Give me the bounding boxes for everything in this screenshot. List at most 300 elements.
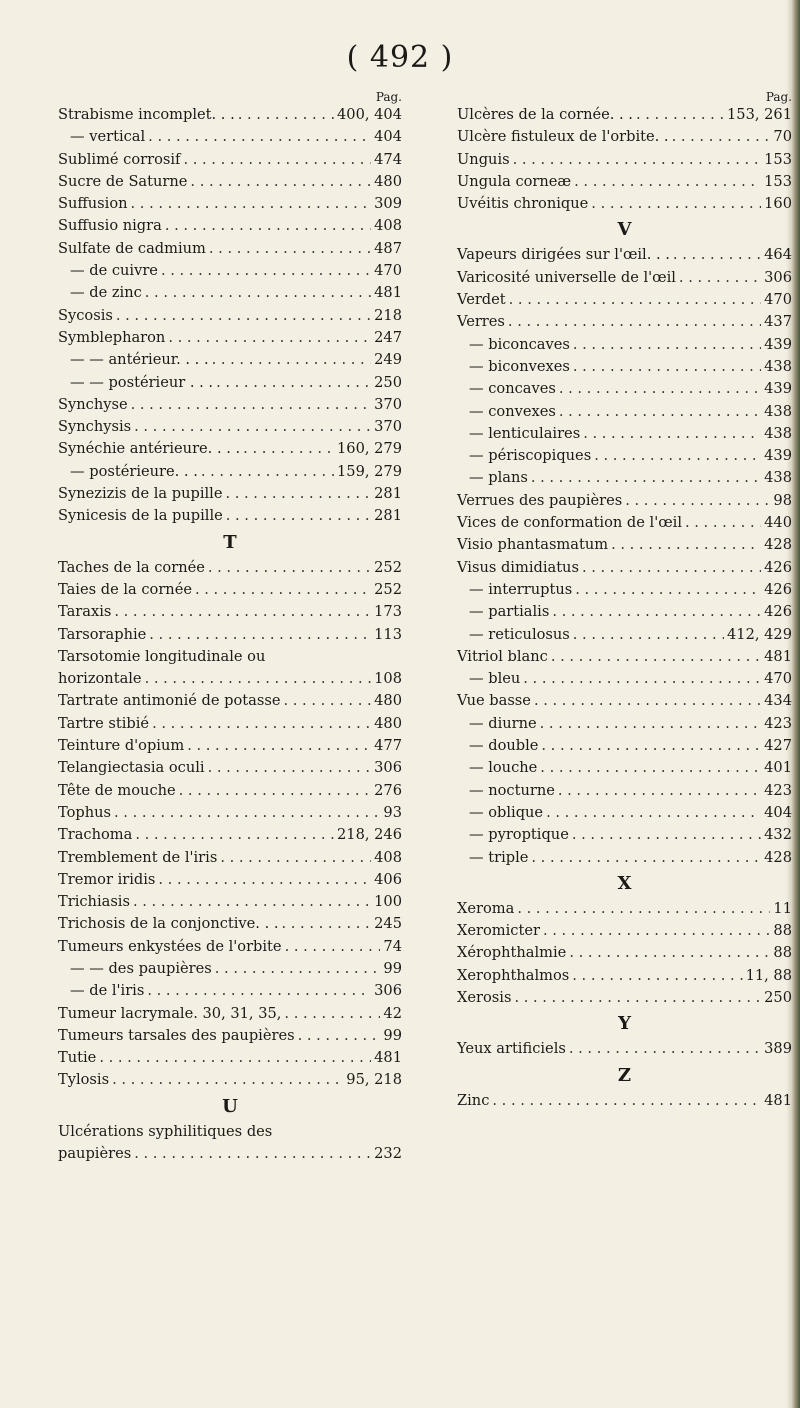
index-entry-text: Xérophthalmie: [457, 944, 567, 962]
index-entry: [457, 334, 792, 356]
index-entry: [457, 534, 792, 556]
index-entry-text: Sublimé corrosif: [58, 150, 181, 168]
index-entry-text: — biconvexes: [469, 357, 570, 375]
index-entry-text: paupières: [58, 1145, 132, 1163]
index-entry-text: Trichosis de la conjonctive. . .: [58, 915, 279, 933]
index-entry: [457, 847, 792, 869]
index-entry-page: 108: [374, 670, 402, 688]
index-entry-text: Tremor iridis: [58, 870, 156, 888]
index-entry: [457, 149, 792, 171]
index-entry: [58, 260, 402, 282]
index-entry-page: 487: [374, 239, 402, 257]
index-entry-page: 480: [374, 714, 402, 732]
index-entry-text: horizontale: [58, 670, 142, 688]
index-entry-page: 113: [374, 625, 402, 643]
index-entry: [58, 327, 402, 349]
index-entry-text: Taraxis: [58, 603, 112, 621]
index-entry: [457, 780, 792, 802]
index-entry: [457, 735, 792, 757]
pag-label: Pag.: [375, 90, 402, 104]
dot-leader: [208, 557, 371, 579]
index-entry: [58, 713, 402, 735]
index-entry-text: Synchysis: [58, 418, 132, 436]
index-entry-text: Synéchie antérieure. . . .: [58, 440, 241, 458]
index-entry-text: Taches de la cornée: [58, 558, 205, 576]
index-entry-text: — — antérieur. . . .: [70, 351, 209, 369]
index-entry: [58, 126, 402, 148]
index-entry-page: 100: [374, 893, 402, 911]
index-entry-page: 481: [764, 1091, 792, 1109]
index-entry-page: 98: [773, 491, 792, 509]
index-entry-page: 438: [764, 424, 792, 442]
index-entry-page: 173: [374, 603, 402, 621]
index-entry-page: 42: [383, 1004, 402, 1022]
index-entry: [58, 438, 402, 460]
index-entry-page: 464: [764, 246, 792, 264]
index-entry-text: — bleu: [469, 670, 521, 688]
index-entry: [457, 646, 792, 668]
index-entry: [58, 735, 402, 757]
index-entry-page: 232: [374, 1145, 402, 1163]
index-entry-page: 160: [764, 195, 792, 213]
index-entry-text: — nocturne: [469, 781, 555, 799]
index-column-left: [58, 90, 402, 1165]
dot-leader: [145, 282, 371, 304]
dot-leader: [559, 378, 761, 400]
index-entry-text: Uvéitis chronique: [457, 195, 589, 213]
index-entry-page: 423: [764, 781, 792, 799]
index-entry: [58, 372, 402, 394]
dot-leader: [551, 646, 761, 668]
dot-leader: [134, 416, 371, 438]
index-entry-text: Suffusio nigra: [58, 217, 162, 235]
index-entry-page: 439: [764, 380, 792, 398]
index-entry: [457, 467, 792, 489]
dot-leader: [114, 601, 371, 623]
dot-leader: [112, 1069, 343, 1091]
index-entry: [58, 601, 402, 623]
dot-leader: [572, 965, 742, 987]
dot-leader: [220, 847, 371, 869]
index-entry-page: 477: [374, 737, 402, 755]
dot-leader: [168, 327, 371, 349]
index-entry: [457, 987, 792, 1009]
index-entry-text: — — des paupières: [70, 959, 212, 977]
index-entry: [457, 267, 792, 289]
index-entry: [457, 244, 792, 266]
dot-leader: [183, 149, 371, 171]
dot-leader: [573, 624, 724, 646]
index-entry: [457, 757, 792, 779]
dot-leader: [216, 372, 371, 394]
index-entry-page: 470: [374, 262, 402, 280]
index-entry-page: 439: [764, 335, 792, 353]
index-entry: [58, 891, 402, 913]
index-entry-text: — louche: [469, 759, 538, 777]
index-entry: [457, 942, 792, 964]
index-entry: [58, 913, 402, 935]
dot-leader: [540, 757, 761, 779]
index-entry-text: Xerosis: [457, 988, 512, 1006]
dot-leader: [673, 244, 761, 266]
section-letter: Y: [618, 1013, 631, 1035]
index-entry-page: 370: [374, 418, 402, 436]
index-entry-page: 401: [764, 759, 792, 777]
dot-leader: [625, 490, 770, 512]
dot-leader: [569, 1038, 761, 1060]
index-entry-text: Tumeurs enkystées de l'orbite: [58, 937, 282, 955]
index-entry-text: Symblepharon: [58, 328, 166, 346]
index-entry-page: 480: [374, 692, 402, 710]
section-letter: V: [617, 219, 632, 241]
index-entry-text: Suffusion: [58, 195, 128, 213]
index-entry: [58, 802, 402, 824]
index-entry-page: 439: [764, 447, 792, 465]
index-entry-text: Strabisme incomplet. . .: [58, 106, 235, 123]
index-entry-text: Sulfate de cadmium: [58, 239, 206, 257]
index-entry: [58, 780, 402, 802]
index-entry-page: 276: [374, 781, 402, 799]
index-entry-page: 247: [374, 328, 402, 346]
index-entry-text: Vitriol blanc: [457, 647, 548, 665]
index-entry-text: Xeromicter: [457, 922, 540, 940]
index-entry-page: 88: [773, 944, 792, 962]
dot-leader: [238, 104, 334, 126]
dot-leader: [591, 193, 761, 215]
index-entry-text: Synchyse: [58, 395, 128, 413]
index-entry-text: Tutie: [58, 1049, 97, 1067]
index-entry-page: 99: [383, 959, 402, 977]
index-entry-page: 218, 246: [337, 826, 402, 844]
index-entry-page: 160, 279: [337, 440, 402, 458]
dot-leader: [679, 267, 761, 289]
index-entry: [58, 193, 402, 215]
index-entry: [457, 193, 792, 215]
index-entry-page: 437: [764, 313, 792, 331]
index-entry: [457, 512, 792, 534]
index-entry: [58, 1025, 402, 1047]
index-entry-text: Tophus: [58, 803, 112, 821]
index-entry-page: 306: [374, 982, 402, 1000]
dot-leader: [283, 690, 371, 712]
index-entry: [457, 445, 792, 467]
dot-leader: [531, 847, 761, 869]
index-entry-page: 306: [374, 759, 402, 777]
index-entry-page: 426: [764, 580, 792, 598]
index-entry-page: 438: [764, 357, 792, 375]
dot-leader: [149, 624, 371, 646]
index-entry-text: Teinture d'opium: [58, 737, 185, 755]
index-entry: [457, 423, 792, 445]
index-entry-text: Tumeur lacrymale. 30, 31, 35,: [58, 1004, 282, 1022]
index-entry-text: — oblique: [469, 803, 544, 821]
dot-leader: [179, 780, 371, 802]
index-entry: [457, 668, 792, 690]
dot-leader: [195, 579, 371, 601]
index-entry: [58, 579, 402, 601]
index-entry-page: 306: [764, 268, 792, 286]
index-entry-page: 281: [374, 507, 402, 525]
index-entry: [58, 483, 402, 505]
dot-leader: [582, 557, 761, 579]
index-entry-page: 245: [374, 915, 402, 933]
index-entry: [457, 126, 792, 148]
index-entry-page: 389: [764, 1040, 792, 1058]
index-entry: [58, 958, 402, 980]
index-entry-text: Vue basse: [457, 692, 531, 710]
dot-leader: [543, 920, 770, 942]
dot-leader: [212, 349, 372, 371]
index-entry-page: 159, 279: [337, 462, 402, 480]
index-entry-text: Tumeurs tarsales des paupières: [58, 1026, 295, 1044]
dot-leader: [209, 238, 371, 260]
dot-leader: [145, 668, 372, 690]
index-entry: [58, 690, 402, 712]
index-entry-page: 438: [764, 402, 792, 420]
index-entry-text: Tête de mouche: [58, 781, 176, 799]
index-entry-text: — de cuivre: [70, 262, 158, 280]
index-entry-page: 99: [383, 1026, 402, 1044]
dot-leader: [282, 913, 372, 935]
dot-leader: [134, 1143, 371, 1165]
index-entry-page: 470: [764, 291, 792, 309]
pag-label: Pag.: [765, 90, 792, 104]
index-entry-page: 281: [374, 485, 402, 503]
index-entry-page: 404: [764, 803, 792, 821]
index-entry-text: Sycosis: [58, 306, 113, 324]
index-entry-page: 428: [764, 536, 792, 554]
dot-leader: [513, 149, 762, 171]
index-entry-text: Tarsotomie longitudinale ou: [58, 647, 266, 665]
dot-leader: [187, 735, 371, 757]
dot-leader: [569, 942, 770, 964]
dot-leader: [161, 260, 371, 282]
dot-leader: [208, 757, 372, 779]
index-entry-page: 427: [764, 737, 792, 755]
index-entry: [457, 601, 792, 623]
index-entry-text: — vertical: [70, 128, 146, 146]
index-entry: [58, 936, 402, 958]
index-entry: [58, 238, 402, 260]
dot-leader: [165, 215, 371, 237]
index-entry-text: Vices de conformation de l'œil: [457, 514, 682, 532]
index-entry: [457, 579, 792, 601]
index-entry: [457, 624, 792, 646]
index-entry-page: 11, 88: [745, 966, 792, 984]
section-letter: Z: [617, 1064, 632, 1086]
dot-leader: [148, 126, 371, 148]
index-entry-text: Tartre stibié: [58, 714, 150, 732]
index-entry-text: Synicesis de la pupille: [58, 507, 223, 525]
index-entry: [58, 149, 402, 171]
dot-leader: [226, 505, 371, 527]
index-entry-page: 426: [764, 558, 792, 576]
index-entry-text: — concaves: [469, 380, 556, 398]
dot-leader: [546, 802, 761, 824]
index-entry: [457, 490, 792, 512]
index-entry-page: 438: [764, 469, 792, 487]
index-entry: [457, 898, 792, 920]
section-letter: X: [617, 872, 632, 894]
index-entry-text: Trichiasis: [58, 893, 130, 911]
dot-leader: [514, 987, 761, 1009]
index-entry-page: 11: [773, 899, 792, 917]
index-entry-page: 426: [764, 603, 792, 621]
dot-leader: [135, 824, 334, 846]
index-entry-text: Ulcères de la cornée. . .: [457, 106, 633, 123]
index-entry-text: Unguis: [457, 150, 510, 168]
index-entry: [58, 757, 402, 779]
index-entry-page: 370: [374, 395, 402, 413]
index-entry-text: — pyroptique: [469, 826, 569, 844]
index-entry: [58, 215, 402, 237]
index-entry: [58, 824, 402, 846]
index-entry: [58, 1069, 402, 1091]
index-entry-text: — lenticulaires: [469, 424, 581, 442]
index-entry: [58, 349, 402, 371]
index-entry-page: 250: [374, 373, 402, 391]
dot-leader: [594, 445, 761, 467]
index-entry: [457, 965, 792, 987]
index-entry-text: — — postérieur . . .: [70, 373, 214, 391]
index-entry-page: 481: [374, 1049, 402, 1067]
index-entry: [457, 356, 792, 378]
dot-leader: [559, 401, 761, 423]
index-entry-text: Verrues des paupières: [457, 491, 623, 509]
dot-leader: [558, 780, 761, 802]
index-entry-text: Verdet: [457, 291, 506, 309]
dot-leader: [611, 534, 761, 556]
index-entry-text: Sucre de Saturne: [58, 172, 188, 190]
index-entry-page: 250: [764, 988, 792, 1006]
index-entry: [457, 171, 792, 193]
index-entry-page: 408: [374, 848, 402, 866]
index-entry-text: Varicosité universelle de l'œil: [457, 268, 676, 286]
dot-leader: [152, 713, 371, 735]
dot-leader: [685, 512, 761, 534]
index-entry-text: — périscopiques: [469, 447, 592, 465]
dot-leader: [572, 824, 761, 846]
dot-leader: [190, 171, 371, 193]
dot-leader: [298, 1025, 381, 1047]
dot-leader: [541, 735, 761, 757]
dot-leader: [116, 305, 371, 327]
index-entry-text: — postérieure. . .: [70, 462, 198, 480]
dot-leader: [508, 311, 761, 333]
index-entry-text: — convexes: [469, 402, 556, 420]
index-entry: [457, 557, 792, 579]
index-entry-page: 470: [764, 670, 792, 688]
dot-leader: [583, 423, 761, 445]
index-entry: [58, 416, 402, 438]
index-entry-page: 252: [374, 580, 402, 598]
index-entry-text: Taies de la cornée: [58, 580, 192, 598]
index-entry-text: — biconcaves: [469, 335, 570, 353]
dot-leader: [99, 1047, 371, 1069]
index-entry-page: 481: [374, 284, 402, 302]
dot-leader: [131, 394, 372, 416]
index-entry-page: 412, 429: [727, 625, 792, 643]
page-number: ( 492 ): [346, 40, 454, 75]
index-entry: [58, 668, 402, 690]
index-entry-page: 74: [383, 937, 402, 955]
index-entry-text: — de l'iris: [70, 982, 145, 1000]
index-entry-page: 153: [764, 150, 792, 168]
index-entry: [457, 713, 792, 735]
index-entry: [58, 624, 402, 646]
dot-leader: [636, 104, 724, 126]
index-entry-page: 432: [764, 826, 792, 844]
dot-leader: [225, 483, 371, 505]
index-entry: [58, 505, 402, 527]
index-entry-text: Visus dimidiatus: [457, 558, 579, 576]
index-entry-text: Telangiectasia oculi: [58, 759, 205, 777]
dot-leader: [284, 1003, 380, 1025]
index-entry-text: — diurne: [469, 714, 537, 732]
index-entry: [58, 394, 402, 416]
index-entry-page: 428: [764, 848, 792, 866]
index-entry-text: Yeux artificiels: [457, 1040, 566, 1058]
index-entry: [58, 869, 402, 891]
dot-leader: [509, 289, 761, 311]
dot-leader: [285, 936, 381, 958]
index-entry: [457, 1090, 792, 1112]
index-entry: [58, 305, 402, 327]
index-entry-text: — interruptus: [469, 580, 573, 598]
index-entry: [457, 1038, 792, 1060]
index-entry-page: 474: [374, 150, 402, 168]
index-entry: [457, 104, 792, 126]
index-entry: [457, 311, 792, 333]
index-entry: [58, 461, 402, 483]
index-entry-text: — partialis: [469, 603, 550, 621]
dot-leader: [147, 980, 371, 1002]
index-entry-page: 408: [374, 217, 402, 235]
dot-leader: [158, 869, 371, 891]
index-entry-text: — triple: [469, 848, 529, 866]
index-entry: [457, 690, 792, 712]
index-entry: [58, 1003, 402, 1025]
index-entry: [58, 1047, 402, 1069]
index-entry-page: 404: [374, 128, 402, 146]
index-entry: [58, 104, 402, 126]
dot-leader: [215, 958, 381, 980]
dot-leader: [133, 891, 371, 913]
index-entry: [457, 401, 792, 423]
index-entry-text: Tartrate antimonié de potasse: [58, 692, 281, 710]
index-entry-text: Verres: [457, 313, 505, 331]
index-entry-page: 440: [764, 514, 792, 532]
dot-leader: [574, 171, 761, 193]
index-entry-text: Trachoma: [58, 826, 133, 844]
index-entry-page: 153, 261: [727, 106, 792, 123]
index-entry-page: 481: [764, 647, 792, 665]
dot-leader: [534, 690, 761, 712]
index-entry-page: 252: [374, 558, 402, 576]
dot-leader: [575, 579, 761, 601]
index-entry-text: — reticulosus: [469, 625, 570, 643]
index-entry-page: 400, 404: [337, 106, 402, 123]
index-entry: [58, 1143, 402, 1165]
index-entry: [457, 824, 792, 846]
index-entry-text: Xerophthalmos: [457, 966, 570, 984]
dot-leader: [573, 334, 761, 356]
index-entry-text: Tremblement de l'iris: [58, 848, 218, 866]
dot-leader: [131, 193, 372, 215]
index-entry-page: 309: [374, 195, 402, 213]
index-entry-page: 406: [374, 870, 402, 888]
dot-leader: [517, 898, 770, 920]
